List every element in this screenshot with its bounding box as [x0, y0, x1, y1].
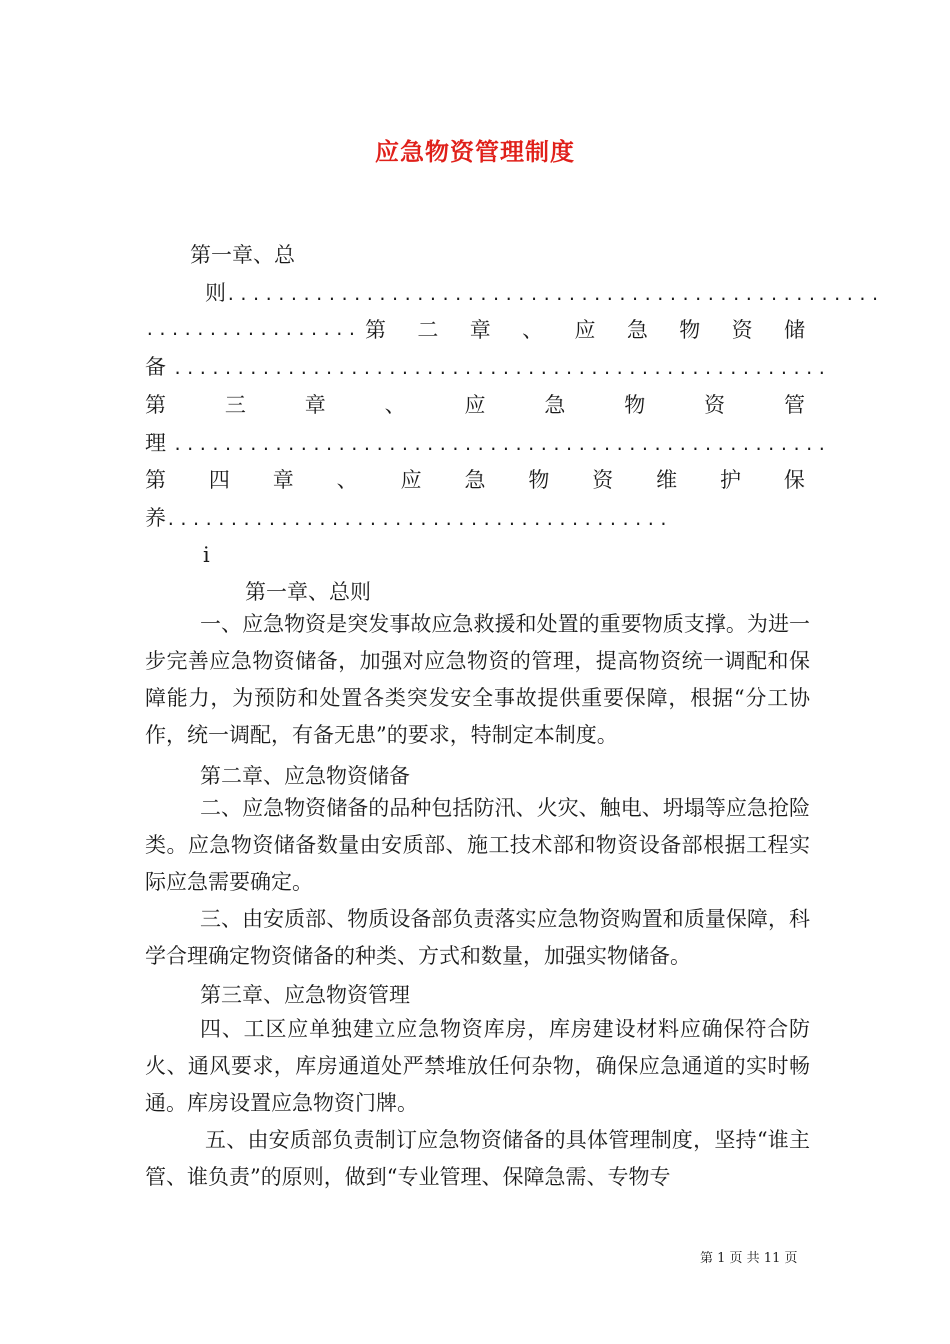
toc-ch4-char: 维	[656, 468, 678, 492]
toc-ch4-char: 护	[720, 468, 742, 492]
paragraph-1: 一、应急物资是突发事故应急救援和处置的重要物质支撑。为进一步完善应急物资储备，加强对应急物资的管理，提高物资统一调配和保障能力，为预防和处置各类突发安全事故提供重要保障，根据“分工协作，统一调配，有备无患”的要求，特制定本制度。	[145, 612, 810, 747]
toc-ch2-char: 储	[784, 318, 805, 342]
page-footer: 第 1 页 共 11 页	[700, 1251, 798, 1266]
toc-ch3-char: 应	[464, 393, 486, 417]
toc-ch1-part2	[205, 278, 883, 310]
toc-ch3-char: 、	[384, 393, 406, 417]
toc-ch2-leader: ....................................................	[172, 359, 830, 378]
toc-ch4-char: 、	[336, 468, 358, 492]
toc-ch3-char: 急	[544, 393, 566, 417]
toc-page-ref: i	[203, 543, 210, 567]
toc-ch2-char: 、	[522, 318, 544, 342]
toc-ch4-char: 应	[400, 468, 422, 492]
toc-ch4-end: 养	[145, 506, 166, 530]
toc-ch2-line2	[145, 352, 830, 384]
toc-ch2-char: 章	[469, 318, 491, 342]
paragraph-3: 三、由安质部、物质设备部负责落实应急物资购置和质量保障，科学合理确定物资储备的种类、方式和数量，加强实物储备。	[145, 907, 810, 968]
toc-ch3-end: 理	[145, 431, 166, 455]
toc-ch3-line2	[145, 428, 830, 460]
toc-ch3-char: 章	[304, 393, 326, 417]
toc-ch1-end: 则	[205, 281, 226, 305]
paragraph-4: 四、工区应单独建立应急物资库房，库房建设材料应确保符合防火、通风要求，库房通道处严禁堆放任何杂物，确保应急通道的实时畅通。库房设置应急物资门牌。	[145, 1017, 810, 1115]
toc-ch4-char: 四	[208, 468, 230, 492]
toc-ch2-char: 物	[679, 318, 701, 342]
chapter1-heading: 第一章、总则	[245, 580, 371, 604]
toc-ch4-char: 急	[464, 468, 486, 492]
toc-ch2-end: 备	[145, 355, 166, 379]
toc-ch3-char: 物	[624, 393, 646, 417]
toc-ch2-char: 资	[731, 318, 753, 342]
chapter3-heading: 第三章、应急物资管理	[200, 983, 410, 1007]
toc-ch1-leader: ....................................................	[226, 285, 883, 304]
toc-ch3-char: 资	[704, 393, 726, 417]
toc-ch3-char: 管	[784, 393, 805, 417]
toc-ch1-part1: 第一章、总	[190, 243, 295, 267]
toc-ch2-row	[365, 315, 805, 345]
toc-ch2-char: 二	[417, 318, 439, 342]
toc-ch1-leader-tail: .................	[145, 320, 360, 339]
paragraph-5: 五、由安质部负责制订应急物资储备的具体管理制度，坚持“谁主管、谁负责”的原则，做到“专业管理、保障急需、专物专	[145, 1128, 810, 1189]
toc-ch4-char: 资	[592, 468, 614, 492]
toc-ch3-char: 三	[224, 393, 246, 417]
chapter2-heading: 第二章、应急物资储备	[200, 764, 410, 788]
toc-ch4-char: 第	[145, 468, 166, 492]
toc-ch3-char: 第	[145, 393, 166, 417]
document-title: 应急物资管理制度	[375, 138, 575, 166]
toc-ch4-char: 物	[528, 468, 550, 492]
toc-ch4-line2	[145, 503, 671, 535]
toc-ch4-leader: ........................................	[166, 510, 672, 529]
toc-ch2-char: 急	[626, 318, 648, 342]
toc-ch3-row	[145, 390, 805, 420]
toc-ch2-char: 第	[365, 318, 386, 342]
toc-ch4-char: 章	[272, 468, 294, 492]
toc-ch2-char: 应	[574, 318, 596, 342]
toc-ch3-leader: ....................................................	[172, 435, 830, 454]
paragraph-2: 二、应急物资储备的品种包括防汛、火灾、触电、坍塌等应急抢险类。应急物资储备数量由安质部、施工技术部和物资设备部根据工程实际应急需要确定。	[145, 796, 810, 894]
toc-ch4-char: 保	[783, 468, 805, 492]
toc-ch4-row	[145, 465, 805, 495]
